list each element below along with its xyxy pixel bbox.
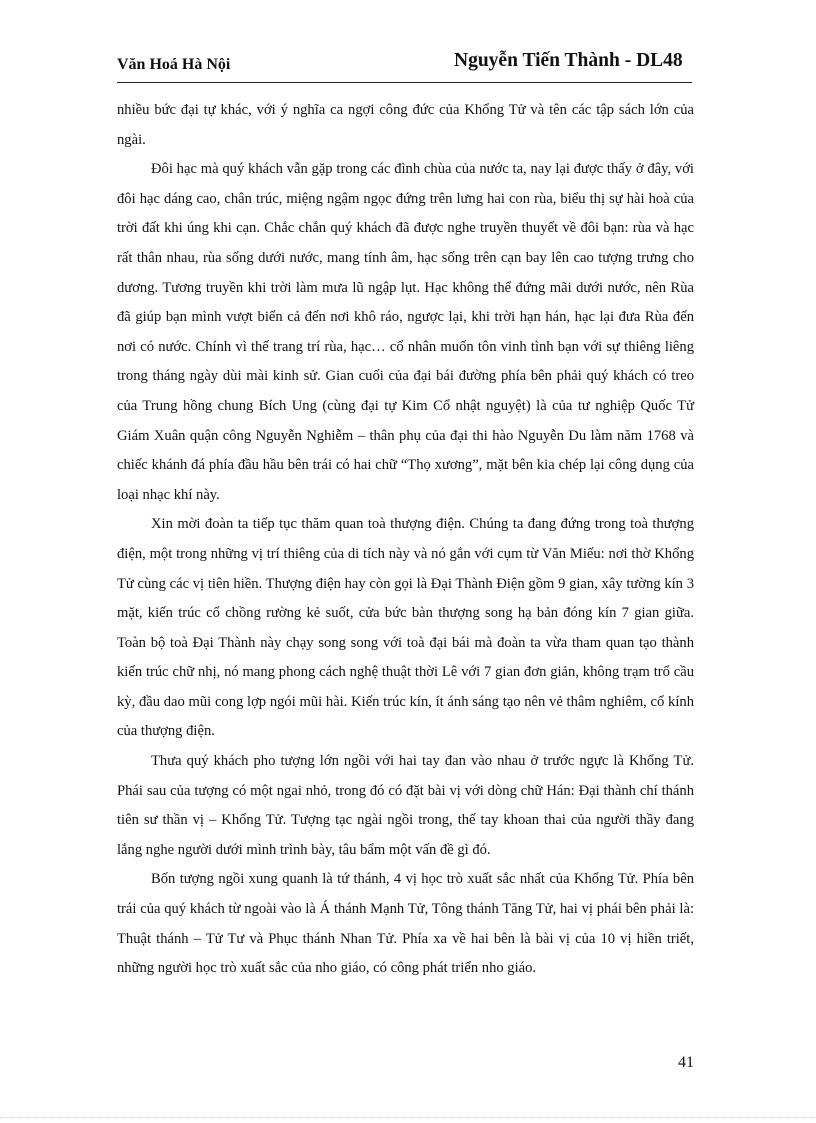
page-header [117, 50, 692, 83]
header-title-left: Văn Hoá Hà Nội [117, 56, 231, 73]
page-bottom-divider [0, 1117, 816, 1118]
paragraph: Xin mời đoàn ta tiếp tục thăm quan toà thượng điện. Chúng ta đang đứng trong toà thượng điện, một trong những vị trí thiêng của di tích này và nó gắn với cụm từ Văn Miếu: nơi thờ Khổng Tử cùng các vị tiên hiền. Thượng điện hay còn gọi là Đại Thành Điện gồm 9 gian, xây tường kín 3 mặt, kiến trúc cổ chồng rường kẻ suốt, cửa bức bàn thượng song hạ bản đóng kín 7 gian giữa. Toàn bộ toà Đại Thành này chạy song song với toà đại bái mà đoàn ta vừa tham quan tạo thành kiến trúc chữ nhị, nó mang phong cách nghệ thuật thời Lê với 7 gian đơn giản, không trạm trổ cầu kỳ, đầu dao mũi cong lợp ngói mũi hài. Kiến trúc kín, ít ánh sáng tạo nên vẻ thâm nghiêm, cổ kính của thượng điện. [117, 516, 694, 740]
header-author-right: Nguyễn Tiến Thành - DL48 [454, 50, 683, 71]
paragraph: Bốn tượng ngồi xung quanh là tứ thánh, 4 vị học trò xuất sắc nhất của Khổng Tử. Phía bên trái của quý khách từ ngoài vào là Á thánh Mạnh Tử, Tông thánh Tăng Tử, hai vị phái bên phải là: Thuật thánh – Tử Tư và Phục thánh Nhan Tử. Phía xa về hai bên là bài vị của 10 vị hiền triết, những người học trò xuất sắc của nho giáo, có công phát triển nho giáo. [117, 871, 694, 977]
paragraph-continuation: nhiều bức đại tự khác, với ý nghĩa ca ngợi công đức của Khổng Tử và tên các tập sách lớn của ngài. [117, 102, 694, 148]
page-number: 41 [678, 1054, 694, 1071]
paragraph: Đôi hạc mà quý khách vẫn gặp trong các đình chùa của nước ta, nay lại được thấy ở đây, với đôi hạc dáng cao, chân trúc, miệng ngậm ngọc đứng trên lưng hai con rùa, biểu thị sự hài hoà của trời đất khi úng khi cạn. Chắc chắn quý khách đã được nghe truyền thuyết về đôi bạn: rùa và hạc rất thân nhau, rùa sống dưới nước, mang tính âm, hạc sống trên cạn bay lên cao tượng trưng cho dương. Tương truyền khi trời làm mưa lũ ngập lụt. Hạc không thể đứng mãi dưới nước, nên Rùa đã giúp bạn mình vượt biển cả đến nơi khô ráo, ngược lại, khi trời hạn hán, hạc lại đưa Rùa đến nơi có nước. Chính vì thế trang trí rùa, hạc… cổ nhân muốn tôn vinh tình bạn với sự thiêng liêng trong tháng ngày dùi mài kinh sử. Gian cuối của đại bái đường phía bên phải quý khách có treo của Trung hồng chung Bích Ung (cùng đại tự Kim Cổ nhật nguyệt) là của tư nghiệp Quốc Tử Giám Xuân quận công Nguyễn Nghiễm – thân phụ của đại thi hào Nguyễn Du làm năm 1768 và chiếc khánh đá phía đầu hầu bên trái có hai chữ “Thọ xương”, mặt bên kia chép lại công dụng của loại nhạc khí này. [117, 161, 694, 503]
paragraph: Thưa quý khách pho tượng lớn ngồi với hai tay đan vào nhau ở trước ngực là Khổng Tử. Phái sau của tượng có một ngai nhỏ, trong đó có đặt bài vị với dòng chữ Hán: Đại thành chí thánh tiên sư thần vị – Khổng Tử. Tượng tạc ngài ngồi trong, thế tay khoan thai của người thầy đang lắng nghe người dưới mình trình bày, tâu bẩm một vấn đề gì đó. [117, 753, 694, 858]
body-text [117, 96, 694, 984]
